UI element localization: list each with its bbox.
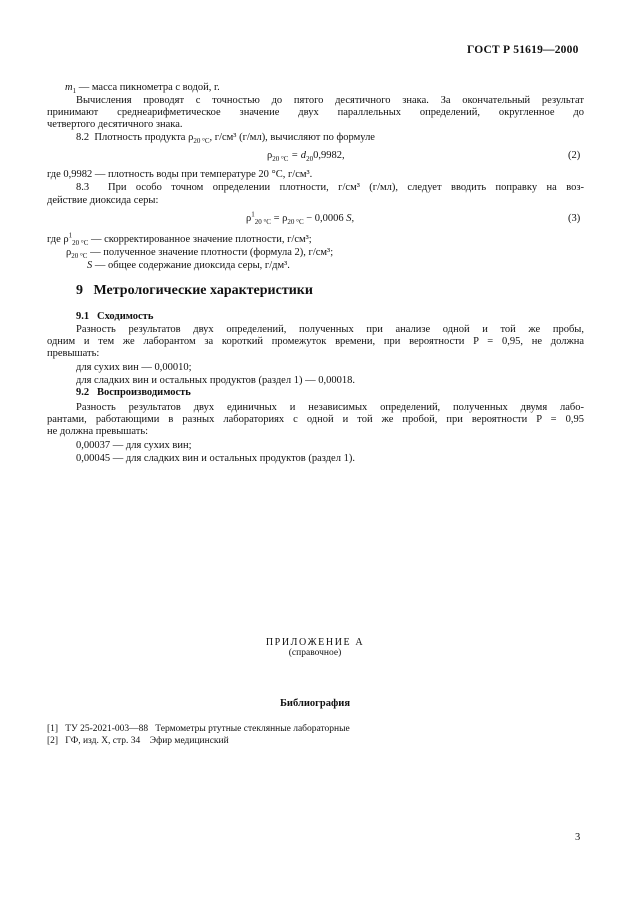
section-9-2-item-2: 0,00045 — для сладких вин и остальных продуктов (раздел 1). (76, 453, 355, 464)
section-9-2-line-1: Разность результатов двух единичных и независимых определений, полученных двумя лабо- (76, 402, 584, 413)
section-9-2-title: 9.2 Воспроизводимость (76, 387, 191, 398)
formula-2-sub: 20 °C (272, 155, 289, 164)
where-2-sub: 20 °C (71, 252, 88, 261)
formula-2 (267, 149, 345, 162)
where-1-prefix: где ρ (47, 234, 69, 245)
calc-paragraph-line-1: Вычисления проводят с точностью до пятого десятичного знака. За окончательный результат (76, 95, 584, 106)
section-8-2-text-a: Плотность продукта ρ (94, 132, 194, 143)
formula-3-sub: 20 °C (254, 218, 271, 227)
formula-3 (246, 212, 354, 225)
m1-subscript: 1 (72, 87, 77, 96)
m1-definition (65, 81, 220, 94)
formula-2-rest: 0,9982, (313, 150, 345, 161)
formula-2-eq: = d (288, 150, 307, 161)
where-2-rho: ρ (66, 247, 72, 258)
section-8-3-number: 8.3 (76, 182, 90, 193)
section-8-2-where: где 0,9982 — плотность воды при температуре 20 °С, г/см³. (47, 169, 313, 180)
where-2-text: — полученное значение плотности (формула 2), г/см³; (87, 247, 334, 258)
page-number: 3 (575, 832, 581, 843)
equation-number-3: (3) (568, 213, 581, 224)
where-1-text: — скорректированное значение плотности, г/см³; (88, 234, 312, 245)
where-line-1 (47, 233, 312, 246)
appendix-title: ПРИЛОЖЕНИЕ А (265, 637, 365, 648)
section-8-2-text (76, 131, 375, 144)
calc-paragraph-line-2: принимают среднеарифметическое значение двух параллельных определений, округленное до (47, 107, 584, 118)
m1-symbol: m (65, 82, 73, 93)
section-9-1-title: 9.1 Сходимость (76, 311, 154, 322)
formula-3-sup: 1 (251, 210, 255, 219)
section-8-3-line-1-text: При особо точном определении плотности, г/см³ (г/мл), следует вводить поправку на воз- (107, 182, 585, 193)
section-9-2-line-2: рантами, работающими в разных лабораториях с одной и той же пробой, при вероятности P = 0,95 (47, 414, 584, 425)
m1-text: — масса пикнометра с водой, г. (76, 82, 220, 93)
section-8-2-sub: 20 °C (193, 137, 210, 146)
section-9-1-line-3: превышать: (47, 348, 100, 359)
section-9-2-item-1: 0,00037 — для сухих вин; (76, 440, 192, 451)
where-line-2 (66, 246, 333, 259)
formula-3-rho: ρ (246, 213, 252, 224)
formula-2-sub2: 20 (306, 155, 314, 164)
section-8-3-line-1 (76, 181, 584, 194)
bibliography-title: Библиография (279, 698, 351, 709)
calc-paragraph-line-3: четвертого десятичного знака. (47, 119, 183, 130)
formula-3-eq: = ρ (270, 213, 288, 224)
section-9-1-line-1: Разность результатов двух определений, полученных при анализе одной и той же пробы, (76, 324, 584, 335)
section-9-title: 9 Метрологические характеристики (76, 283, 313, 298)
formula-3-s: S, (346, 213, 355, 224)
where-line-3 (87, 259, 290, 272)
section-9-1-item-1: для сухих вин — 0,00010; (76, 362, 192, 373)
appendix-subtitle: (справочное) (288, 648, 342, 658)
bibliography-ref-1: [1] ТУ 25-2021-003—88 Термометры ртутные стеклянные лабораторные (47, 724, 350, 734)
section-9-1-item-2: для сладких вин и остальных продуктов (раздел 1) — 0,00018. (76, 375, 355, 386)
where-1-sub: 20 °C (72, 239, 89, 248)
section-9-1-line-2: одним и тем же лаборантом за короткий промежуток времени, при вероятности P = 0,95, не должна (47, 336, 584, 347)
formula-3-sub2: 20 °C (287, 218, 304, 227)
formula-2-rho: ρ (267, 150, 273, 161)
where-1-sup: 1 (68, 231, 73, 240)
document-header: ГОСТ Р 51619—2000 (467, 44, 579, 56)
section-8-3-line-2: действие диоксида серы: (47, 195, 159, 206)
where-3-s: S (87, 260, 93, 271)
section-8-2-text-b: , г/см³ (г/мл), вычисляют по формуле (209, 132, 375, 143)
formula-3-minus: − 0,0006 (303, 213, 347, 224)
section-8-2-number: 8.2 (76, 132, 90, 143)
section-9-2-line-3: не должна превышать: (47, 426, 149, 437)
equation-number-2: (2) (568, 150, 581, 161)
where-3-text: — общее содержание диоксида серы, г/дм³. (92, 260, 290, 271)
bibliography-ref-2: [2] ГФ, изд. X, стр. 34 Эфир медицинский (47, 736, 229, 746)
